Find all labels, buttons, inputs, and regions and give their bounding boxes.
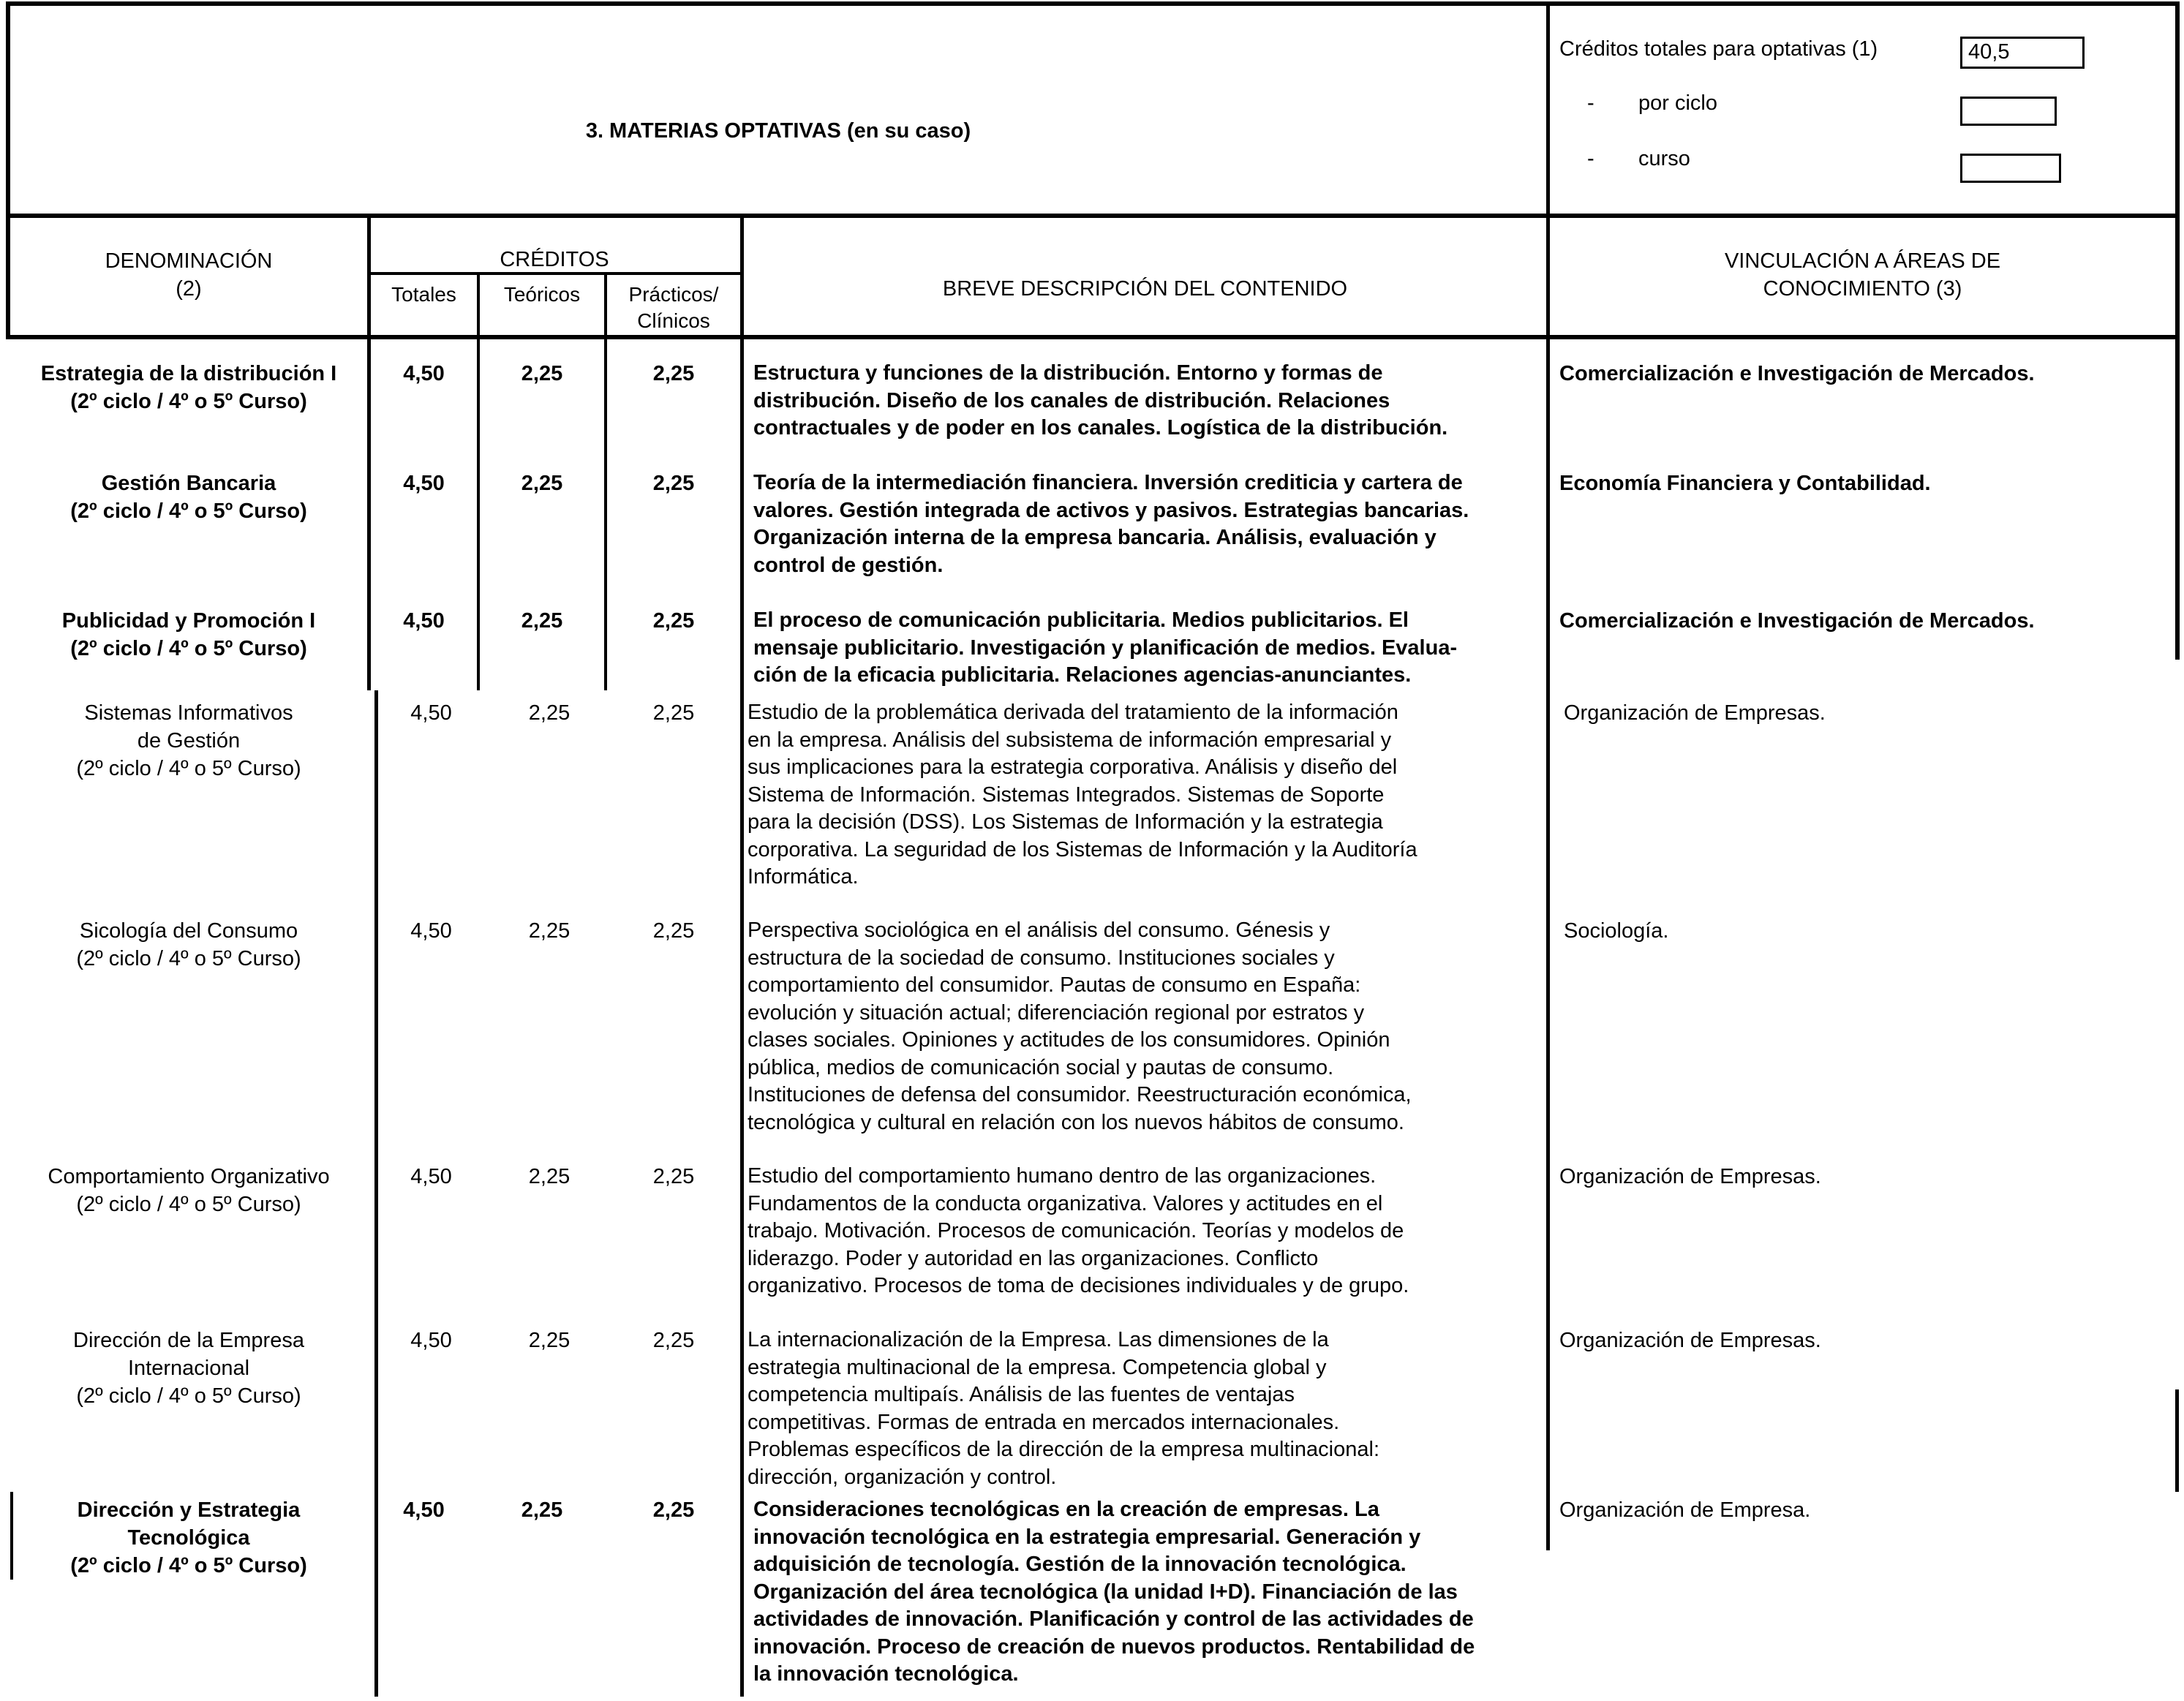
row-description: Estructura y funciones de la distribución. Entorno y formas de distribución. Diseño de los canales de distribución. Relaciones contractuales y de poder en los canales. Logística de la distribución.: [753, 361, 1448, 440]
col-header-vinculacion-2: CONOCIMIENTO (3): [1763, 277, 1962, 301]
row-practicos: 2,25: [652, 1329, 695, 1352]
col-line-desc: [740, 339, 744, 1697]
row-area: Sociología.: [1564, 919, 1669, 943]
column-header-bottom-line: [6, 335, 2180, 339]
row-cycle: (2º ciclo / 4º o 5º Curso): [70, 1554, 307, 1577]
row-area: Organización de Empresas.: [1559, 1329, 1821, 1352]
row-cycle: (2º ciclo / 4º o 5º Curso): [70, 637, 307, 660]
per-cycle-field[interactable]: [1960, 97, 2057, 126]
credits-total-label: Créditos totales para optativas (1): [1559, 37, 1878, 61]
row-area: Organización de Empresas.: [1564, 701, 1826, 725]
col-line-name-lower: [374, 690, 378, 1697]
row-cycle: (2º ciclo / 4º o 5º Curso): [70, 499, 307, 523]
row-name-line2: Tecnológica: [127, 1526, 250, 1550]
row-description: El proceso de comunicación publicitaria. Medios publicitarios. El mensaje publicitario. Investigación y planificación de medios. Evalua- ción de la eficacia publicitaria. Relaciones agencias-anunciantes.: [753, 608, 1458, 687]
row-totales: 4,50: [410, 1165, 452, 1188]
row-totales: 4,50: [403, 472, 445, 495]
row-area: Organización de Empresas.: [1559, 1165, 1821, 1188]
row-name: Sicología del Consumo: [79, 919, 298, 943]
row-area: Economía Financiera y Contabilidad.: [1559, 472, 1931, 495]
row-description: Estudio del comportamiento humano dentro de las organizaciones. Fundamentos de la conducta organizativa. Valores y actitudes en el trabajo. Motivación. Procesos de comunicación. Teorías y modelos de liderazgo. Poder y autoridad en las organizaciones. Conflicto organizativo. Procesos de toma de decisiones individuales y de grupo.: [748, 1164, 1409, 1297]
row-name-line2: Internacional: [127, 1357, 250, 1380]
section-title: 3. MATERIAS OPTATIVAS (en su caso): [585, 119, 971, 143]
row-teoricos: 2,25: [521, 1498, 563, 1522]
row-name: Comportamiento Organizativo: [48, 1165, 330, 1188]
header-separator-line: [6, 214, 2180, 218]
row-totales: 4,50: [403, 362, 445, 385]
row-teoricos: 2,25: [528, 701, 571, 725]
frame-top-line: [6, 1, 2180, 6]
row-practicos: 2,25: [652, 1165, 695, 1188]
row-description: La internacionalización de la Empresa. Las dimensiones de la estrategia multinacional de la empresa. Competencia global y competencia multipaís. Análisis de las fuentes de ventajas competitivas. Formas de entrada en mercados internacionales. Problemas específicos de la dirección de la empresa multinacional: dirección, organización y control.: [748, 1328, 1379, 1489]
per-cycle-dash: -: [1587, 91, 1594, 115]
row-area: Organización de Empresa.: [1559, 1498, 1811, 1522]
course-field[interactable]: [1960, 154, 2061, 183]
frame-right-lower-line: [2175, 1389, 2179, 1492]
row-practicos: 2,25: [652, 919, 695, 943]
row-totales: 4,50: [410, 919, 452, 943]
col-header-denominacion-note: (2): [176, 277, 202, 301]
col-header-teoricos: Teóricos: [503, 283, 581, 306]
row-practicos: 2,25: [652, 609, 695, 633]
frame-right-line: [2175, 1, 2180, 660]
credits-total-field[interactable]: 40,5: [1960, 37, 2085, 69]
row-totales: 4,50: [403, 1498, 445, 1522]
row-description: Perspectiva sociológica en el análisis del consumo. Génesis y estructura de la sociedad de consumo. Instituciones sociales y comportamiento del consumidor. Pautas de consumo en España: evolución y situación actual; diferenciación regional por estratos y clases sociales. Opiniones y actitudes de los consumidores. Opinión pública, medios de comunicación social y pautas de consumo. Instituciones de defensa del consumidor. Reestructuración económica, tecnológica y cultural en relación con los nuevos hábitos de consumo.: [748, 919, 1412, 1134]
row-name: Gestión Bancaria: [101, 472, 276, 495]
row-teoricos: 2,25: [521, 609, 563, 633]
col-line-creditos-left-head: [367, 214, 371, 339]
col-header-totales: Totales: [391, 283, 456, 306]
row-practicos: 2,25: [652, 472, 695, 495]
row-name-line2: de Gestión: [137, 729, 241, 753]
row-name: Estrategia de la distribución I: [40, 362, 337, 385]
row-teoricos: 2,25: [528, 1329, 571, 1352]
row-name: Sistemas Informativos: [84, 701, 293, 725]
course-label: curso: [1638, 147, 1690, 170]
row-practicos: 2,25: [652, 701, 695, 725]
row-name: Publicidad y Promoción I: [61, 609, 316, 633]
col-header-vinculacion-1: VINCULACIÓN A ÁREAS DE: [1724, 249, 2001, 273]
col-header-practicos-2: Clínicos: [637, 309, 710, 332]
col-header-denominacion: DENOMINACIÓN: [105, 249, 273, 273]
col-header-descripcion: BREVE DESCRIPCIÓN DEL CONTENIDO: [942, 277, 1348, 301]
row-description: Estudio de la problemática derivada del tratamiento de la información en la empresa. Análisis del subsistema de información empresarial y sus implicaciones para la estrategia corporativa. Análisis y diseño del Sistema de Información. Sistemas Integrados. Sistemas de Soporte para la decisión (DSS). Los Sistemas de Información y la estrategia corporativa. La seguridad de los Sistemas de Información y la Auditoría Informática.: [748, 701, 1417, 889]
row-cycle: (2º ciclo / 4º o 5º Curso): [76, 757, 301, 780]
col-header-practicos-1: Prácticos/: [628, 283, 719, 306]
row-totales: 4,50: [410, 1329, 452, 1352]
col-line-name: [367, 339, 371, 690]
row-cycle: (2º ciclo / 4º o 5º Curso): [76, 1384, 301, 1408]
course-dash: -: [1587, 147, 1594, 170]
row-teoricos: 2,25: [528, 919, 571, 943]
col-line-teoricos-body: [604, 339, 607, 690]
col-header-creditos: CRÉDITOS: [500, 248, 609, 271]
row-teoricos: 2,25: [521, 362, 563, 385]
row-name: Dirección y Estrategia: [77, 1498, 301, 1522]
row-practicos: 2,25: [652, 362, 695, 385]
per-cycle-label: por ciclo: [1638, 91, 1717, 115]
row-teoricos: 2,25: [521, 472, 563, 495]
col-line-totales-body: [477, 339, 480, 690]
row-area: Comercialización e Investigación de Mercados.: [1559, 362, 2035, 385]
row-cycle: (2º ciclo / 4º o 5º Curso): [70, 390, 307, 413]
row-name: Dirección de la Empresa: [73, 1329, 304, 1352]
row-cycle: (2º ciclo / 4º o 5º Curso): [76, 947, 301, 970]
row-cycle: (2º ciclo / 4º o 5º Curso): [76, 1193, 301, 1216]
row-area: Comercialización e Investigación de Mercados.: [1559, 609, 2035, 633]
row-totales: 4,50: [403, 609, 445, 633]
row-totales: 4,50: [410, 701, 452, 725]
row-practicos: 2,25: [652, 1498, 695, 1522]
row-teoricos: 2,25: [528, 1165, 571, 1188]
row-description: Teoría de la intermediación financiera. Inversión crediticia y cartera de valores. Gestión integrada de activos y pasivos. Estrategias bancarias. Organización interna de la empresa bancaria. Análisis, evaluación y control de gestión.: [753, 471, 1469, 577]
row-description: Consideraciones tecnológicas en la creación de empresas. La innovación tecnológica en la estrategia empresarial. Generación y adquisición de tecnología. Gestión de la innovación tecnológica. Organización del área tecnológica (la unidad I+D). Financiación de las actividades de innovación. Planificación y control de las actividades de innovación. Proceso de creación de nuevos productos. Rentabilidad de la innovación tecnológica.: [753, 1498, 1475, 1686]
col-line-area: [1546, 339, 1550, 1550]
